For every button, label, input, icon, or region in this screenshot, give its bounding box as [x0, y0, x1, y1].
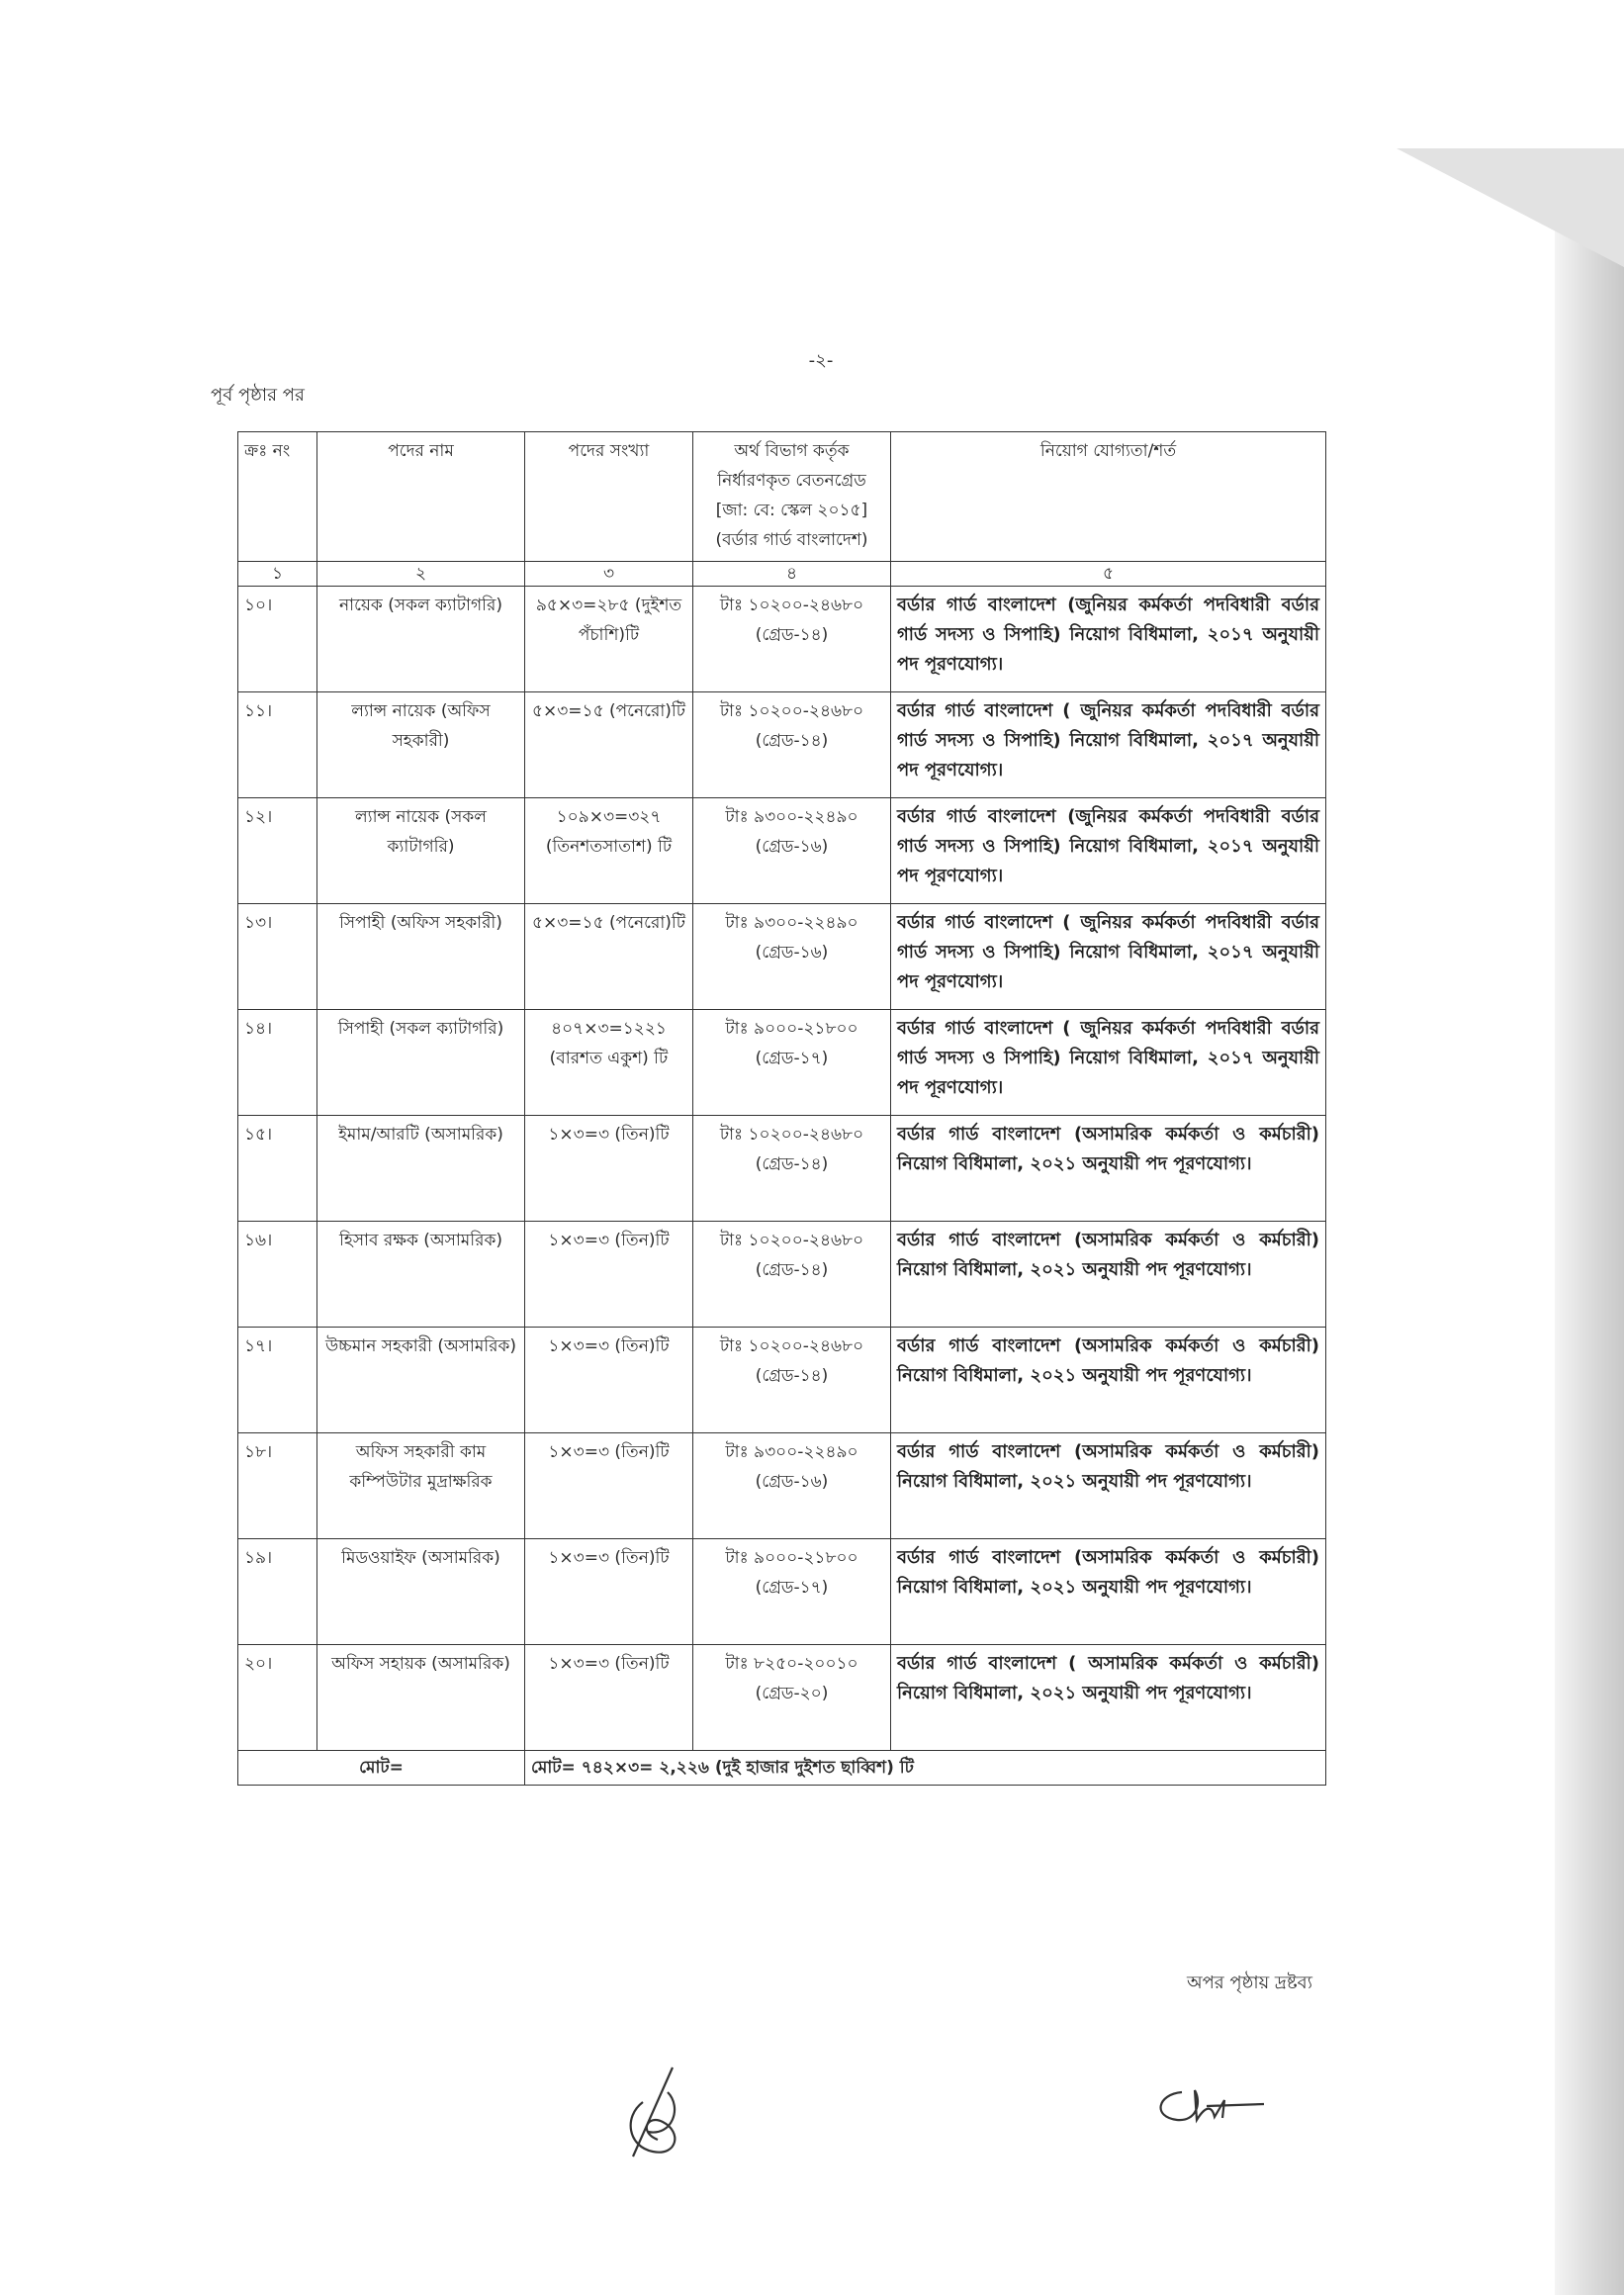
row-qualification: বর্ডার গার্ড বাংলাদেশ (অসামরিক কর্মকর্তা ও কর্মচারী) নিয়োগ বিধিমালা, ২০২১ অনুযায়ী পদ পূরণযোগ্য। [891, 1539, 1326, 1645]
row-qualification: বর্ডার গার্ড বাংলাদেশ (অসামরিক কর্মকর্তা ও কর্মচারী) নিয়োগ বিধিমালা, ২০২১ অনুযায়ী পদ পূরণযোগ্য। [891, 1116, 1326, 1222]
table-row [238, 1222, 1326, 1328]
row-post-count: ৯৫×৩=২৮৫ (দুইশত পঁচাশি)টি [525, 587, 693, 692]
row-serial: ১৩। [238, 904, 317, 1010]
row-post-count: ৫×৩=১৫ (পনেরো)টি [525, 692, 693, 798]
row-pay-grade: টাঃ ৮২৫০-২০০১০ (গ্রেড-২০) [693, 1645, 891, 1751]
table-row [238, 798, 1326, 904]
row-post-count: ১×৩=৩ (তিন)টি [525, 1433, 693, 1539]
table-row [238, 587, 1326, 692]
row-serial: ২০। [238, 1645, 317, 1751]
row-pay-grade: টাঃ ১০২০০-২৪৬৮০ (গ্রেড-১৪) [693, 1116, 891, 1222]
row-qualification: বর্ডার গার্ড বাংলাদেশ ( অসামরিক কর্মকর্তা ও কর্মচারী) নিয়োগ বিধিমালা, ২০২১ অনুযায়ী পদ পূরণযোগ্য। [891, 1645, 1326, 1751]
row-post-name: ইমাম/আরটি (অসামরিক) [317, 1116, 525, 1222]
signature-right [1147, 2082, 1266, 2132]
continued-to-note: অপর পৃষ্ঠায় দ্রষ্টব্য [1187, 1973, 1312, 1993]
continued-from-note: পূর্ব পৃষ্ঠার পর [211, 385, 305, 406]
table-row [238, 1539, 1326, 1645]
header-qualification: নিয়োগ যোগ্যতা/শর্ত [891, 432, 1326, 562]
row-post-count: ৫×৩=১৫ (পনেরো)টি [525, 904, 693, 1010]
row-post-count: ১×৩=৩ (তিন)টি [525, 1222, 693, 1328]
row-qualification: বর্ডার গার্ড বাংলাদেশ ( জুনিয়র কর্মকর্তা পদবিধারী বর্ডার গার্ড সদস্য ও সিপাহি) নিয়োগ বিধিমালা, ২০১৭ অনুযায়ী পদ পূরণযোগ্য। [891, 1010, 1326, 1116]
row-post-count: ১×৩=৩ (তিন)টি [525, 1116, 693, 1222]
row-qualification: বর্ডার গার্ড বাংলাদেশ ( জুনিয়র কর্মকর্তা পদবিধারী বর্ডার গার্ড সদস্য ও সিপাহি) নিয়োগ বিধিমালা, ২০১৭ অনুযায়ী পদ পূরণযোগ্য। [891, 904, 1326, 1010]
row-pay-grade: টাঃ ১০২০০-২৪৬৮০ (গ্রেড-১৪) [693, 587, 891, 692]
column-number: ১ [238, 562, 317, 587]
column-number: ৪ [693, 562, 891, 587]
row-post-count: ৪০৭×৩=১২২১ (বারশত একুশ) টি [525, 1010, 693, 1116]
row-pay-grade: টাঃ ১০২০০-২৪৬৮০ (গ্রেড-১৪) [693, 1328, 891, 1433]
row-post-name: সিপাহী (সকল ক্যাটাগরি) [317, 1010, 525, 1116]
row-post-name: অফিস সহায়ক (অসামরিক) [317, 1645, 525, 1751]
total-row [238, 1751, 1326, 1786]
row-post-count: ১০৯×৩=৩২৭ (তিনশতসাতাশ) টি [525, 798, 693, 904]
row-serial: ১২। [238, 798, 317, 904]
table-header-row [238, 432, 1326, 562]
header-post-count: পদের সংখ্যা [525, 432, 693, 562]
row-qualification: বর্ডার গার্ড বাংলাদেশ (জুনিয়র কর্মকর্তা পদবিধারী বর্ডার গার্ড সদস্য ও সিপাহি) নিয়োগ বিধিমালা, ২০১৭ অনুযায়ী পদ পূরণযোগ্য। [891, 798, 1326, 904]
table-row [238, 904, 1326, 1010]
row-serial: ১৭। [238, 1328, 317, 1433]
row-pay-grade: টাঃ ৯৩০০-২২৪৯০ (গ্রেড-১৬) [693, 1433, 891, 1539]
row-post-name: ল্যান্স নায়েক (সকল ক্যাটাগরি) [317, 798, 525, 904]
total-label: মোট= [238, 1751, 525, 1786]
table-row [238, 1010, 1326, 1116]
row-qualification: বর্ডার গার্ড বাংলাদেশ ( জুনিয়র কর্মকর্তা পদবিধারী বর্ডার গার্ড সদস্য ও সিপাহি) নিয়োগ বিধিমালা, ২০১৭ অনুযায়ী পদ পূরণযোগ্য। [891, 692, 1326, 798]
row-serial: ১১। [238, 692, 317, 798]
row-post-name: নায়েক (সকল ক্যাটাগরি) [317, 587, 525, 692]
row-serial: ১৬। [238, 1222, 317, 1328]
row-post-name: সিপাহী (অফিস সহকারী) [317, 904, 525, 1010]
table-row [238, 1116, 1326, 1222]
row-post-count: ১×৩=৩ (তিন)টি [525, 1539, 693, 1645]
table-row [238, 1645, 1326, 1751]
header-serial: ক্রঃ নং [238, 432, 317, 562]
row-pay-grade: টাঃ ১০২০০-২৪৬৮০ (গ্রেড-১৪) [693, 1222, 891, 1328]
row-post-name: মিডওয়াইফ (অসামরিক) [317, 1539, 525, 1645]
row-post-name: উচ্চমান সহকারী (অসামরিক) [317, 1328, 525, 1433]
recruitment-table-container [237, 431, 1325, 1786]
row-pay-grade: টাঃ ১০২০০-২৪৬৮০ (গ্রেড-১৪) [693, 692, 891, 798]
row-pay-grade: টাঃ ৯৩০০-২২৪৯০ (গ্রেড-১৬) [693, 904, 891, 1010]
row-qualification: বর্ডার গার্ড বাংলাদেশ (অসামরিক কর্মকর্তা ও কর্মচারী) নিয়োগ বিধিমালা, ২০২১ অনুযায়ী পদ পূরণযোগ্য। [891, 1433, 1326, 1539]
row-post-count: ১×৩=৩ (তিন)টি [525, 1645, 693, 1751]
column-number-row [238, 562, 1326, 587]
page-number: -২- [808, 350, 834, 371]
row-pay-grade: টাঃ ৯০০০-২১৮০০ (গ্রেড-১৭) [693, 1539, 891, 1645]
row-post-count: ১×৩=৩ (তিন)টি [525, 1328, 693, 1433]
row-serial: ১৫। [238, 1116, 317, 1222]
column-number: ৩ [525, 562, 693, 587]
header-post-name: পদের নাম [317, 432, 525, 562]
table-row [238, 1328, 1326, 1433]
row-serial: ১৮। [238, 1433, 317, 1539]
column-number: ৫ [891, 562, 1326, 587]
table-row [238, 1433, 1326, 1539]
row-serial: ১৪। [238, 1010, 317, 1116]
row-pay-grade: টাঃ ৯৩০০-২২৪৯০ (গ্রেড-১৬) [693, 798, 891, 904]
column-number: ২ [317, 562, 525, 587]
row-serial: ১০। [238, 587, 317, 692]
total-value: মোট= ৭৪২×৩= ২,২২৬ (দুই হাজার দুইশত ছাব্বিশ) টি [525, 1751, 1326, 1786]
row-qualification: বর্ডার গার্ড বাংলাদেশ (অসামরিক কর্মকর্তা ও কর্মচারী) নিয়োগ বিধিমালা, ২০২১ অনুযায়ী পদ পূরণযোগ্য। [891, 1222, 1326, 1328]
row-pay-grade: টাঃ ৯০০০-২১৮০০ (গ্রেড-১৭) [693, 1010, 891, 1116]
header-pay-grade: অর্থ বিভাগ কর্তৃক নির্ধারণকৃত বেতনগ্রেড [জা: বে: স্কেল ২০১৫] (বর্ডার গার্ড বাংলাদেশ) [693, 432, 891, 562]
row-post-name: হিসাব রক্ষক (অসামরিক) [317, 1222, 525, 1328]
signature-left [613, 2063, 707, 2171]
row-post-name: অফিস সহকারী কাম কম্পিউটার মুদ্রাক্ষরিক [317, 1433, 525, 1539]
recruitment-table [237, 431, 1326, 1786]
page-fold-corner [1397, 148, 1624, 267]
table-row [238, 692, 1326, 798]
row-qualification: বর্ডার গার্ড বাংলাদেশ (অসামরিক কর্মকর্তা ও কর্মচারী) নিয়োগ বিধিমালা, ২০২১ অনুযায়ী পদ পূরণযোগ্য। [891, 1328, 1326, 1433]
row-serial: ১৯। [238, 1539, 317, 1645]
row-qualification: বর্ডার গার্ড বাংলাদেশ (জুনিয়র কর্মকর্তা পদবিধারী বর্ডার গার্ড সদস্য ও সিপাহি) নিয়োগ বিধিমালা, ২০১৭ অনুযায়ী পদ পূরণযোগ্য। [891, 587, 1326, 692]
page-fold-shadow [1555, 148, 1624, 2295]
row-post-name: ল্যান্স নায়েক (অফিস সহকারী) [317, 692, 525, 798]
